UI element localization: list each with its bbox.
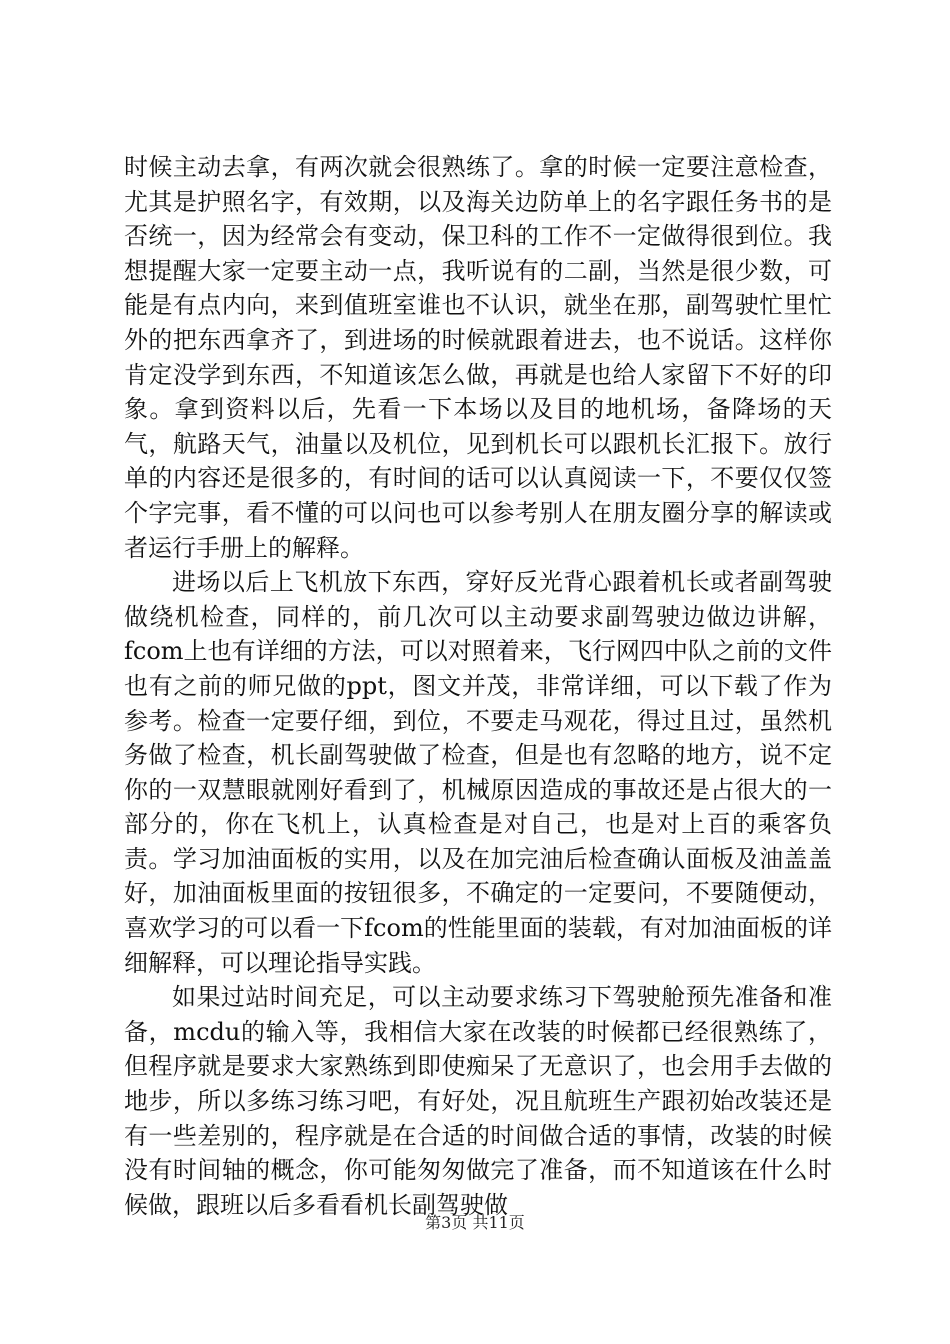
paragraph-3: 如果过站时间充足，可以主动要求练习下驾驶舱预先准备和准备，mcdu的输入等，我相信大家在改装的时候都已经很熟练了，但程序就是要求大家熟练到即使痴呆了无意识了，也会用手去做的地步，所以多练习练习吧，有好处，况且航班生产跟初始改装还是有一些差别的，程序就是在合适的时间做合适的事情，改装的时候没有时间轴的概念，你可能匆匆做完了准备，而不知道该在什么时候做，跟班以后多看看机长副驾驶做: [124, 983, 832, 1219]
paragraph-1: 时候主动去拿，有两次就会很熟练了。拿的时候一定要注意检查，尤其是护照名字，有效期，以及海关边防单上的名字跟任务书的是否统一，因为经常会有变动，保卫科的工作不一定做得很到位。我想提醒大家一定要主动一点，我听说有的二副，当然是很少数，可能是有点内向，来到值班室谁也不认识，就坐在那，副驾驶忙里忙外的把东西拿齐了，到进场的时候就跟着进去，也不说话。这样你肯定没学到东西，不知道该怎么做，再就是也给人家留下不好的印象。拿到资料以后，先看一下本场以及目的地机场，备降场的天气，航路天气，油量以及机位，见到机长可以跟机长汇报下。放行单的内容还是很多的，有时间的话可以认真阅读一下，不要仅仅签个字完事，看不懂的可以问也可以参考别人在朋友圈分享的解读或者运行手册上的解释。: [124, 153, 832, 562]
page-number-footer: 第3页 共11页: [425, 1213, 525, 1232]
paragraph-2: 进场以后上飞机放下东西，穿好反光背心跟着机长或者副驾驶做绕机检查，同样的，前几次可以主动要求副驾驶边做边讲解，fcom上也有详细的方法，可以对照着来，飞行网四中队之前的文件也有之前的师兄做的ppt，图文并茂，非常详细，可以下载了作为参考。检查一定要仔细，到位，不要走马观花，得过且过，虽然机务做了检查，机长副驾驶做了检查，但是也有忽略的地方，说不定你的一双慧眼就刚好看到了，机械原因造成的事故还是占很大的一部分的，你在飞机上，认真检查是对自己，也是对上百的乘客负责。学习加油面板的实用，以及在加完油后检查确认面板及油盖盖好，加油面板里面的按钮很多，不确定的一定要问，不要随便动，喜欢学习的可以看一下fcom的性能里面的装载，有对加油面板的详细解释，可以理论指导实践。: [124, 568, 832, 977]
document-body: [124, 150, 832, 1222]
